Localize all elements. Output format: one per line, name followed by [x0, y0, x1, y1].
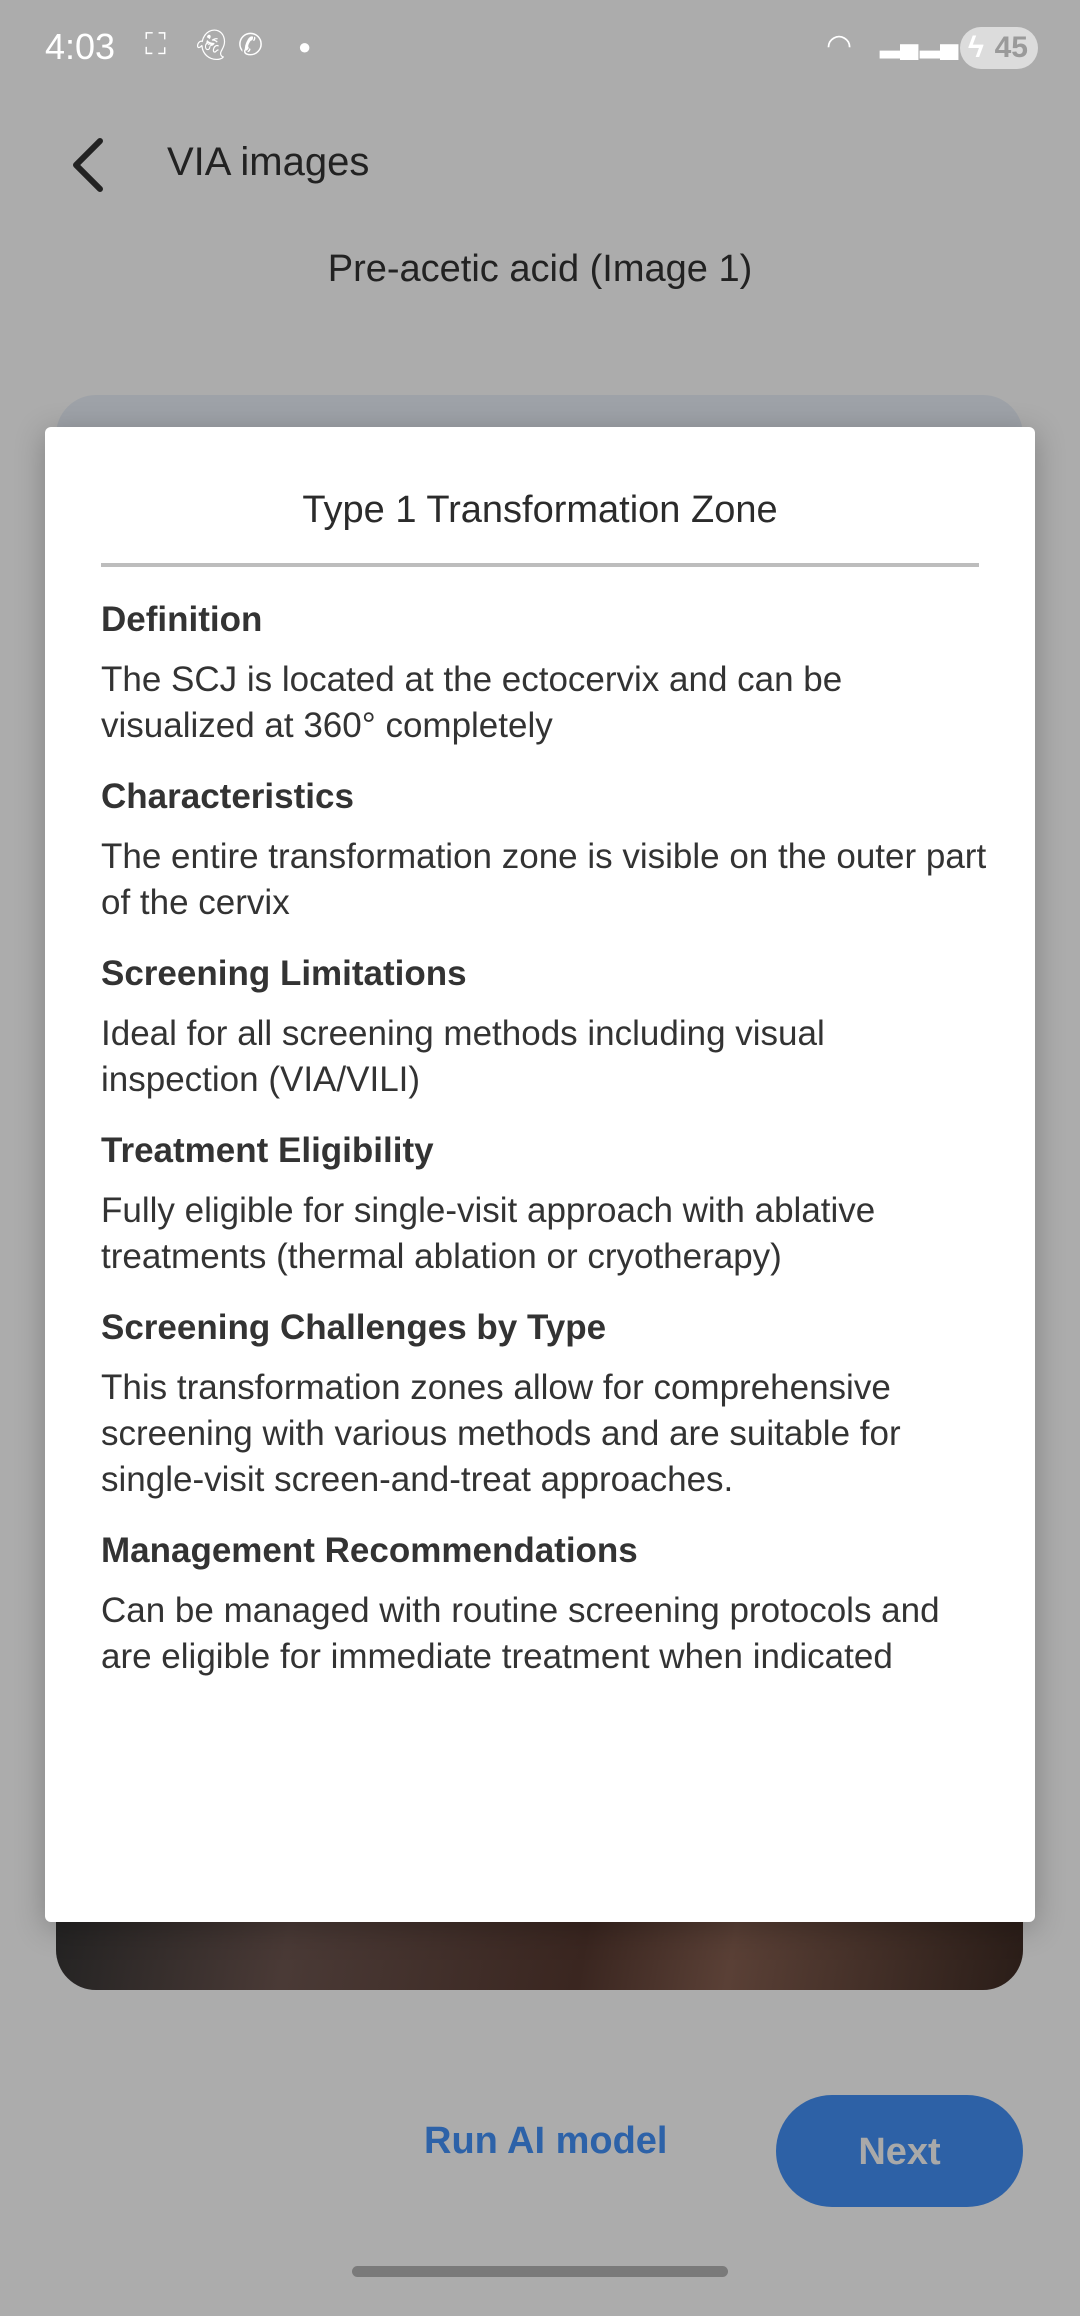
- section-body: This transformation zones allow for comprehensive screening with various methods and are suitable for single-visit screen-and-treat approaches.: [101, 1368, 901, 1499]
- notification-dot-icon: ●: [298, 34, 312, 59]
- home-indicator[interactable]: [352, 2266, 728, 2277]
- next-button[interactable]: Next: [776, 2095, 1023, 2207]
- section-heading: Treatment Eligibility: [101, 1131, 434, 1170]
- divider: [101, 563, 979, 567]
- section-body: The entire transformation zone is visible on the outer part of the cervix: [101, 837, 987, 922]
- back-arrow-icon: [64, 135, 114, 195]
- section-heading: Definition: [101, 600, 263, 639]
- section-body: The SCJ is located at the ectocervix and can be visualized at 360° completely: [101, 660, 843, 745]
- section-screening-limitations: [101, 951, 991, 1103]
- screenshot-icon: ⛶: [145, 28, 166, 61]
- dialog-sections: [101, 597, 991, 1705]
- battery-level: 45: [994, 31, 1028, 64]
- image-subtitle: Pre-acetic acid (Image 1): [327, 248, 753, 290]
- section-heading: Screening Limitations: [101, 954, 467, 993]
- page-title: VIA images: [167, 140, 370, 184]
- section-body: Can be managed with routine screening protocols and are eligible for immediate treatment when indicated: [101, 1591, 940, 1676]
- signal-icon-2: ▂▄: [920, 28, 959, 58]
- dialog-title: Type 1 Transformation Zone: [302, 489, 778, 531]
- section-heading: Management Recommendations: [101, 1531, 638, 1570]
- section-screening-challenges: [101, 1305, 991, 1503]
- section-body: Ideal for all screening methods including visual inspection (VIA/VILI): [101, 1014, 825, 1099]
- info-dialog: [45, 427, 1035, 1922]
- battery-indicator: [960, 27, 1038, 69]
- whatsapp-icon: ✆: [238, 29, 264, 62]
- status-time: 4:03: [45, 26, 116, 67]
- section-treatment-eligibility: [101, 1128, 991, 1280]
- status-bar: [0, 0, 1080, 95]
- section-body: Fully eligible for single-visit approach with ablative treatments (thermal ablation or cryotherapy): [101, 1191, 876, 1276]
- wifi-icon: ◠: [826, 29, 853, 62]
- section-heading: Screening Challenges by Type: [101, 1308, 607, 1347]
- section-management: [101, 1528, 991, 1680]
- section-heading: Characteristics: [101, 777, 354, 816]
- run-ai-model-button[interactable]: Run AI model: [424, 2120, 668, 2162]
- section-characteristics: [101, 774, 991, 926]
- charging-icon: ϟ: [968, 31, 984, 64]
- back-button[interactable]: [64, 135, 114, 195]
- section-definition: [101, 597, 991, 749]
- signal-icon: ▂▄: [880, 28, 919, 58]
- snapchat-icon: 👻︎: [192, 29, 231, 62]
